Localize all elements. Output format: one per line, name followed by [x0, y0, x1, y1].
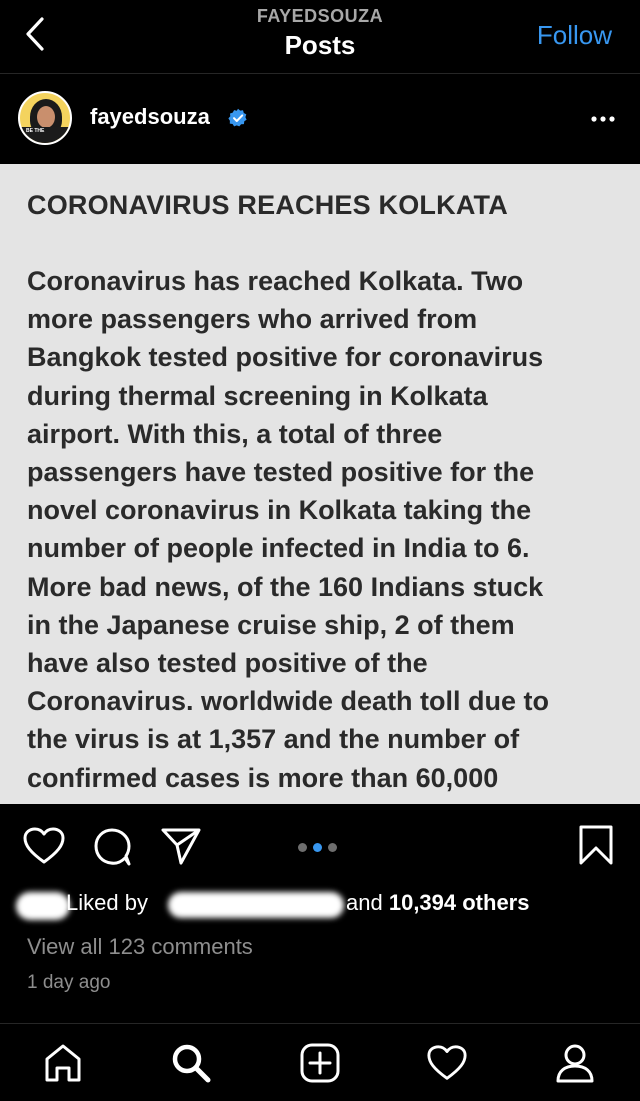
post-image[interactable] — [0, 164, 640, 804]
save-button[interactable] — [578, 824, 614, 871]
likes-others[interactable] — [346, 890, 529, 916]
liker-name-redacted — [168, 892, 344, 918]
likes-count: 10,394 others — [388, 890, 530, 915]
article-line: the virus is at 1,357 and the number of — [27, 724, 520, 755]
post-username[interactable]: fayedsouza — [90, 104, 210, 129]
post-article — [27, 262, 627, 797]
heart-icon — [426, 1043, 468, 1083]
article-line: during thermal screening in Kolkata — [27, 380, 488, 411]
view-comments-link[interactable]: View all 123 comments — [27, 934, 253, 959]
tab-profile[interactable] — [552, 1040, 598, 1086]
carousel-dot-active — [313, 843, 322, 852]
carousel-dot — [328, 843, 337, 852]
tab-home[interactable] — [40, 1040, 86, 1086]
heart-icon — [22, 826, 66, 866]
article-line: passengers have tested positive for the — [27, 457, 535, 488]
home-icon — [42, 1042, 84, 1084]
comment-icon — [92, 826, 134, 868]
liked-by-label: Liked by — [66, 890, 148, 915]
post-header — [0, 74, 640, 164]
article-line: confirmed cases is more than 60,000 — [27, 762, 499, 793]
tab-search[interactable] — [168, 1040, 214, 1086]
search-icon — [170, 1042, 212, 1084]
profile-icon — [554, 1042, 596, 1084]
likes-row[interactable] — [0, 884, 640, 924]
article-line: Coronavirus. worldwide death toll due to — [27, 686, 550, 717]
carousel-indicator — [298, 843, 337, 852]
carousel-dot — [298, 843, 307, 852]
likes-and-text: and — [346, 890, 383, 915]
follow-button[interactable]: Follow — [536, 20, 612, 50]
page-title: Posts — [284, 30, 356, 60]
article-line: Bangkok tested positive for coronavirus — [27, 342, 544, 373]
post-headline: CORONAVIRUS REACHES KOLKATA — [27, 190, 508, 220]
avatar-caption: BE THE — [26, 128, 45, 134]
like-button[interactable] — [22, 826, 66, 871]
post-actions — [0, 804, 640, 884]
avatar-band — [20, 127, 70, 143]
article-line: More bad news, of the 160 Indians stuck — [27, 571, 544, 602]
share-button[interactable] — [160, 826, 202, 871]
more-horizontal-icon — [590, 115, 616, 123]
bottom-tab-bar — [0, 1023, 640, 1101]
verified-badge-icon — [228, 108, 248, 128]
more-options-button[interactable] — [588, 104, 618, 134]
article-line: airport. With this, a total of three — [27, 418, 443, 449]
article-line: novel coronavirus in Kolkata taking the — [27, 495, 532, 526]
article-line: in the Japanese cruise ship, 2 of them — [27, 609, 515, 640]
account-label: FAYEDSOUZA — [256, 6, 384, 26]
top-bar — [0, 0, 640, 74]
tab-new-post[interactable] — [297, 1040, 343, 1086]
article-line: more passengers who arrived from — [27, 304, 478, 335]
avatar-face — [37, 106, 55, 128]
avatar[interactable] — [18, 91, 72, 145]
liker-avatar-redacted — [16, 892, 70, 920]
add-post-icon — [299, 1042, 341, 1084]
article-line: have also tested positive of the — [27, 648, 428, 679]
article-line: Coronavirus has reached Kolkata. Two — [27, 266, 524, 296]
article-line: number of people infected in India to 6. — [27, 533, 530, 564]
send-icon — [160, 826, 202, 866]
tab-activity[interactable] — [424, 1040, 470, 1086]
comment-button[interactable] — [92, 826, 134, 873]
bookmark-icon — [578, 824, 614, 866]
post-timestamp: 1 day ago — [27, 972, 111, 993]
